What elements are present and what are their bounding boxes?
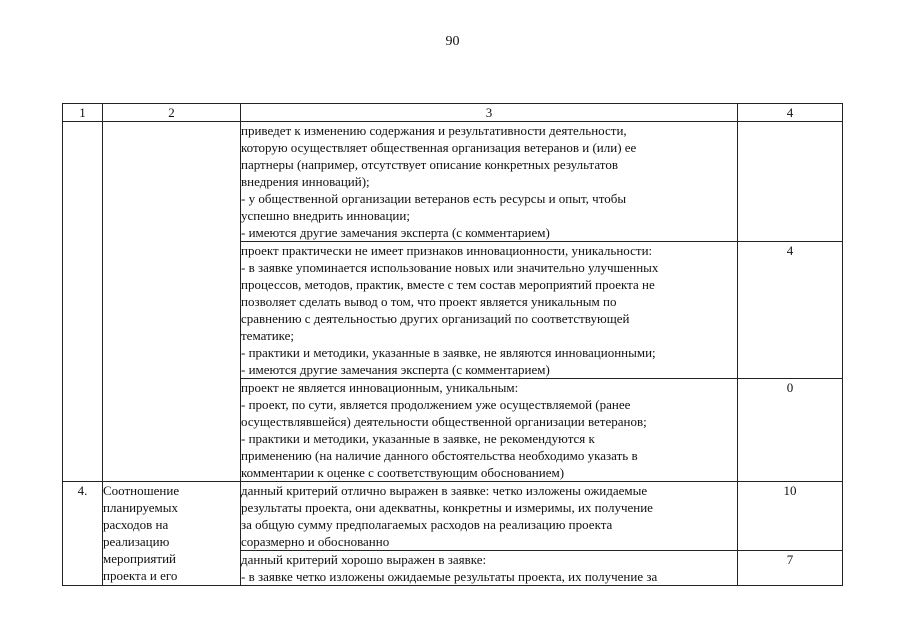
criterion-line: проекта и его	[103, 568, 178, 583]
description-line: проект не является инновационным, уникальным:	[241, 380, 519, 395]
criterion-name-cell	[103, 482, 241, 586]
criterion-number-cell	[63, 122, 103, 482]
score-cell: 7	[738, 551, 843, 586]
description-line: - практики и методики, указанные в заявке, не рекомендуются к	[241, 431, 595, 446]
description-line: позволяет сделать вывод о том, что проект является уникальным по	[241, 294, 617, 309]
page-number: 90	[445, 34, 460, 49]
description-line: внедрения инноваций);	[241, 174, 370, 189]
score-cell	[738, 122, 843, 242]
description-cell	[241, 242, 738, 379]
description-cell	[241, 122, 738, 242]
description-line: тематике;	[241, 328, 295, 343]
header-col-3: 3	[241, 104, 738, 122]
description-line: комментарии к оценке с соответствующим обоснованием)	[241, 465, 565, 480]
description-line: которую осуществляет общественная организация ветеранов и (или) ее	[241, 140, 637, 155]
description-line: за общую сумму предполагаемых расходов на реализацию проекта	[241, 517, 613, 532]
header-col-1: 1	[63, 104, 103, 122]
header-col-2: 2	[103, 104, 241, 122]
table-header-row	[63, 104, 843, 122]
header-col-4: 4	[738, 104, 843, 122]
description-cell	[241, 551, 738, 586]
score-cell: 0	[738, 379, 843, 482]
criterion-number-cell: 4.	[63, 482, 103, 586]
criterion-line: Соотношение	[103, 483, 180, 498]
table-row	[63, 122, 843, 242]
description-cell	[241, 379, 738, 482]
score-cell: 4	[738, 242, 843, 379]
criterion-line: мероприятий	[103, 551, 176, 566]
description-line: осуществлявшейся) деятельности общественной организации ветеранов;	[241, 414, 647, 429]
description-line: приведет к изменению содержания и результативности деятельности,	[241, 123, 627, 138]
description-line: - проект, по сути, является продолжением уже осуществляемой (ранее	[241, 397, 631, 412]
criterion-line: реализацию	[103, 534, 170, 549]
description-line: - у общественной организации ветеранов есть ресурсы и опыт, чтобы	[241, 191, 627, 206]
description-cell	[241, 482, 738, 551]
description-line: - имеются другие замечания эксперта (с комментарием)	[241, 225, 550, 240]
description-line: проект практически не имеет признаков инновационности, уникальности:	[241, 243, 653, 258]
description-line: сравнению с деятельностью других организаций по соответствующей	[241, 311, 630, 326]
table-row	[63, 482, 843, 551]
description-line: результаты проекта, они адекватны, конкретны и измеримы, их получение	[241, 500, 653, 515]
criterion-line: расходов на	[103, 517, 169, 532]
description-line: - в заявке четко изложены ожидаемые результаты проекта, их получение за	[241, 569, 658, 584]
description-line: соразмерно и обоснованно	[241, 534, 390, 549]
description-line: - имеются другие замечания эксперта (с комментарием)	[241, 362, 550, 377]
criteria-table	[62, 103, 843, 586]
description-line: данный критерий хорошо выражен в заявке:	[241, 552, 487, 567]
description-line: партнеры (например, отсутствует описание конкретных результатов	[241, 157, 618, 172]
description-line: успешно внедрить инновации;	[241, 208, 410, 223]
description-line: процессов, методов, практик, вместе с тем состав мероприятий проекта не	[241, 277, 655, 292]
criterion-line: планируемых	[103, 500, 179, 515]
description-line: применению (на наличие данного обстоятельства необходимо указать в	[241, 448, 638, 463]
description-line: - в заявке упоминается использование новых или значительно улучшенных	[241, 260, 659, 275]
criterion-name-cell	[103, 122, 241, 482]
description-line: - практики и методики, указанные в заявке, не являются инновационными;	[241, 345, 656, 360]
description-line: данный критерий отлично выражен в заявке: четко изложены ожидаемые	[241, 483, 648, 498]
score-cell: 10	[738, 482, 843, 551]
